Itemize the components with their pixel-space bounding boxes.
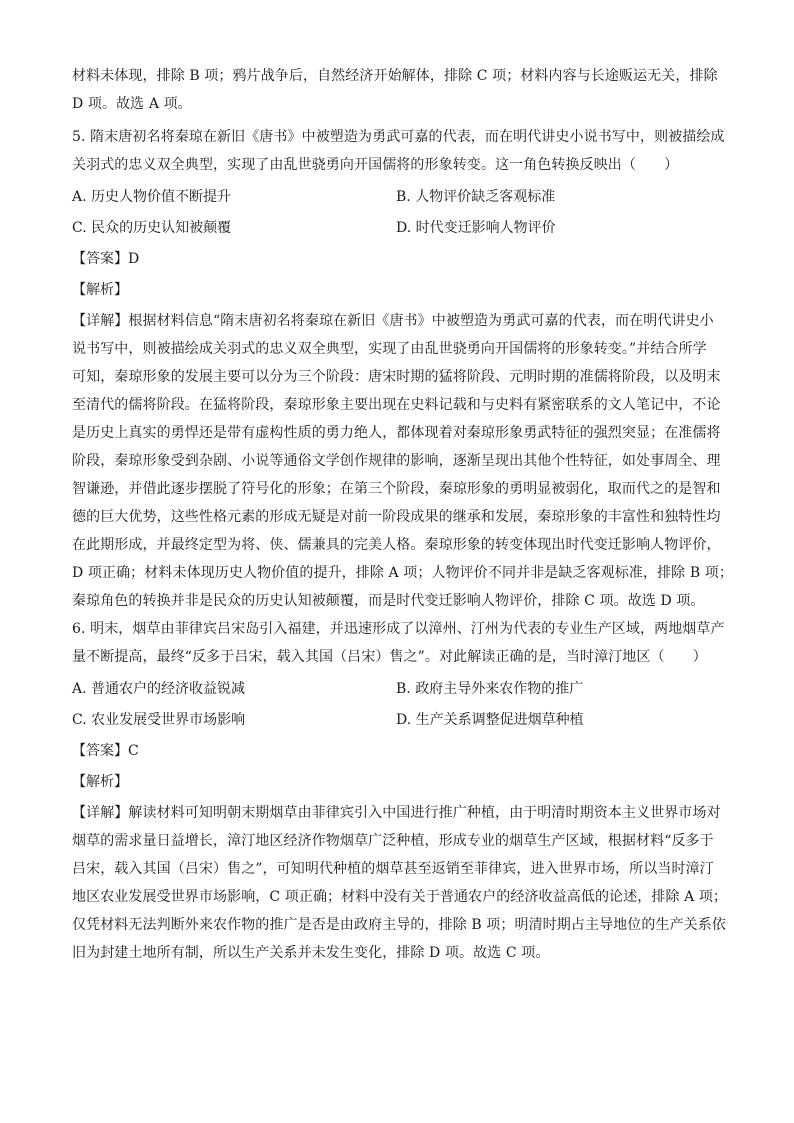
q6-option-d: D. 生产关系调整促进烟草种植 (396, 712, 584, 728)
q5-detail-line: 是历史上真实的勇悍还是带有虚构性质的勇力绝人，都体现着对秦琼形象勇武特征的强烈突显；在准儒将 (72, 425, 721, 441)
q5-answer (72, 244, 722, 275)
q4-tail-line: 材料未体现，排除 B 项；鸦片战争后，自然经济开始解体，排除 C 项；材料内容与长途贩运无关，排除 (72, 68, 718, 84)
q6-stem-line: 6. 明末，烟草由菲律宾吕宋岛引入福建，并迅速形成了以漳州、汀州为代表的专业生产区域，两地烟草产 (72, 621, 725, 637)
document-page (72, 62, 733, 967)
q5-option-d: D. 时代变迁影响人物评价 (396, 220, 556, 236)
q5-detail-line: D 项正确；材料未体现历史人物价值的提升，排除 A 项；人物评价不同并非是缺乏客观标准，排除 B 项； (72, 565, 733, 581)
q5-stem-line: 5. 隋末唐初名将秦琼在新旧《唐书》中被塑造为勇武可嘉的代表，而在明代讲史小说书写中，则被描绘成 (72, 129, 725, 145)
q6-option-a: A. 普通农户的经济收益锐减 (72, 681, 246, 697)
q5-detail-line: 说书写中，则被描绘成关羽式的忠义双全典型，实现了由乱世骁勇向开国儒将的形象转变。”并结合所学 (72, 341, 707, 357)
q5-detail-line: 在此期形成，并最终定型为将、侠、儒兼具的完美人格。秦琼形象的转变体现出时代变迁影响人物评价， (72, 537, 721, 553)
q5-analysis-tag: 【解析】 (72, 282, 128, 298)
answer-value: C (128, 743, 139, 759)
answer-tag: 【答案】 (72, 743, 128, 759)
q6-detail-line: 【详解】解读材料可知明朝末期烟草由菲律宾引入中国进行推广种植，由于明清时期资本主义世界市场对 (72, 805, 721, 821)
q4-tail-line: D 项。故选 A 项。 (72, 96, 192, 112)
q6-stem-line: 量不断提高，最终“反多于吕宋，载入其国（吕宋）售之”。对此解读正确的是，当时漳汀地区（ ） (72, 649, 707, 665)
q6-analysis-tag: 【解析】 (72, 774, 128, 790)
question-5 (72, 123, 733, 615)
q6-answer (72, 736, 722, 767)
q5-detail-line: 【详解】根据材料信息“隋末唐初名将秦琼在新旧《唐书》中被塑造为勇武可嘉的代表，而在明代讲史小 (72, 313, 714, 329)
q5-option-a: A. 历史人物价值不断提升 (72, 189, 232, 205)
q6-detail-line: 地区农业发展受世界市场影响，C 项正确；材料中没有关于普通农户的经济收益高低的论述，排除 A 项； (72, 889, 728, 905)
q5-options-row (72, 213, 722, 244)
q6-detail-line: 旧为封建土地所有制，所以生产关系并未发生变化，排除 D 项。故选 C 项。 (72, 945, 550, 961)
q6-option-c: C. 农业发展受世界市场影响 (72, 712, 246, 728)
q5-stem-line: 关羽式的忠义双全典型，实现了由乱世骁勇向开国儒将的形象转变。这一角色转换反映出（ ） (72, 157, 679, 173)
q5-detail-line: 智谦逊，并借此逐步摆脱了符号化的形象；在第三个阶段，秦琼形象的勇明显被弱化，取而代之的是智和 (72, 481, 721, 497)
q5-detail-line: 秦琼角色的转换并非是民众的历史认知被颠覆，而是时代变迁影响人物评价，排除 C 项。故选 D 项。 (72, 593, 705, 609)
question-6 (72, 615, 728, 967)
answer-tag: 【答案】 (72, 251, 128, 267)
q5-detail-line: 阶段，秦琼形象受到杂剧、小说等通俗文学创作规律的影响，逐渐呈现出其他个性特征，如处事周全、理 (72, 453, 721, 469)
detail-tag: 【详解】 (72, 313, 129, 329)
q5-detail-line: 至清代的儒将阶段。在猛将阶段，秦琼形象主要出现在史料记载和与史料有紧密联系的文人笔记中，不论 (72, 397, 721, 413)
q5-option-c: C. 民众的历史认知被颠覆 (72, 220, 232, 236)
q6-detail-line: 仅凭材料无法判断外来农作物的推广是否是由政府主导的，排除 B 项；明清时期占主导地位的生产关系依 (72, 917, 726, 933)
q5-option-b: B. 人物评价缺乏客观标准 (396, 189, 556, 205)
q5-options-row (72, 182, 722, 213)
q5-detail-line: 可知，秦琼形象的发展主要可以分为三个阶段：唐宋时期的猛将阶段、元明时期的准儒将阶段，以及明末 (72, 369, 721, 385)
q6-options-row (72, 705, 722, 736)
q6-detail-line: 吕宋，载入其国（吕宋）售之”，可知明代种植的烟草甚至返销至菲律宾，进入世界市场，所以当时漳汀 (72, 861, 714, 877)
q6-option-b: B. 政府主导外来农作物的推广 (396, 681, 584, 697)
q6-detail-line: 烟草的需求量日益增长，漳汀地区经济作物烟草广泛种植，形成专业的烟草生产区域，根据材料“反多于 (72, 833, 714, 849)
q5-detail-line: 德的巨大优势，这些性格元素的形成无疑是对前一阶段成果的继承和发展，秦琼形象的丰富性和独特性均 (72, 509, 721, 525)
answer-value: D (128, 251, 140, 267)
detail-tag: 【详解】 (72, 805, 129, 821)
q6-options-row (72, 674, 722, 705)
